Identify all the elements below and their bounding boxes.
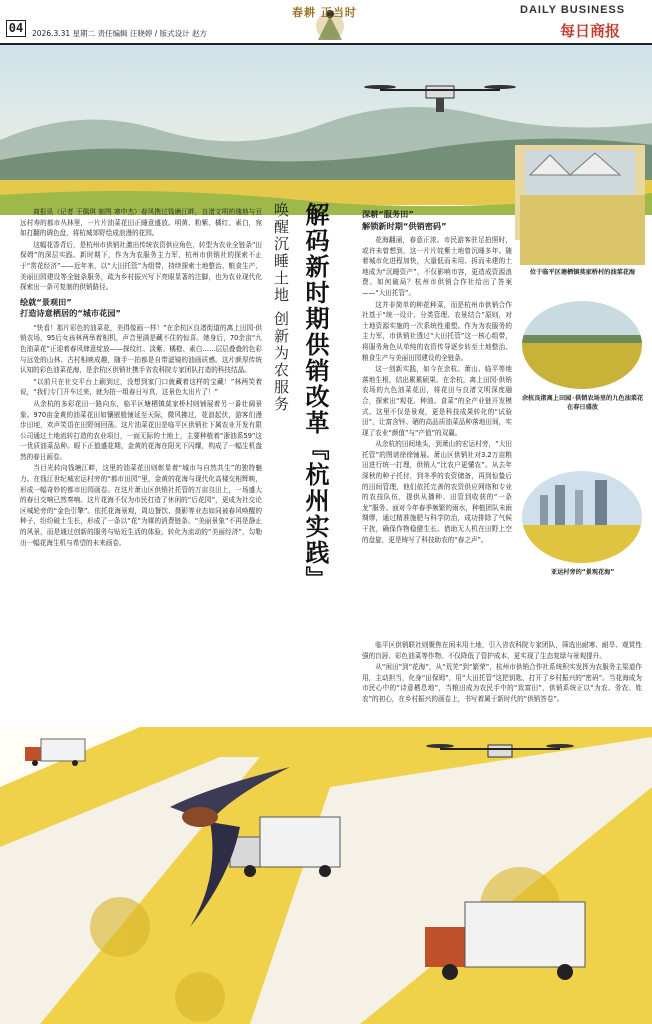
bottom-illustration bbox=[0, 727, 652, 1024]
section-heading bbox=[20, 297, 262, 320]
paragraph: 从余杭的多彩花田一路向东，临平区塘栖镇莫家桥村则铺展着另一番壮阔景象。970亩金黄的油菜花田如镶嵌般铺延至天际，微风拂过，花浪起伏，游客们漫步田埂，欢声笑语在田野间回荡。这片油菜花田是临平区供销社下属农业开发有限公司通过土地流转打造的农业项目，一面无际的土地上，主要种植着“浙油系59”这一优质油菜品种。眼下正值盛花期，金黄的花海在阳光下闪耀，构成了一幅生机盎然的春日画卷。 bbox=[20, 399, 262, 461]
column-logo-text: 春耕 正当时 bbox=[292, 6, 357, 19]
paragraph: 商报讯（记者 王佩琪 制图 寒中杰）春风携过钱塘江畔，良渚文明的瑰地与亘远村寿的都市丛林里，一片片油菜花田正睡意盛放。明黄、粉紫、橘红、素白，宛如打翻的调色盘，将杭城郊野绘成浪漫的花园。 bbox=[20, 208, 262, 238]
paragraph: 从“闲田”到“花海”，从“荒芜”到“繁荣”，杭州市供销合作社系统积实发挥为农服务主渠道作用，主动担当，化身“田保姆”，用“大田托管”这把钥匙，打开了乡村振兴的“密码”。当花海成为市民心中的“诗意栖息地”，当粮田成为农民手中的“致富田”，供销系统正以“为农、务农、姓农”的初心，在乡村振兴的画卷上，书写着属于新时代的“供销答卷”。 bbox=[362, 663, 642, 703]
right-column-continued bbox=[362, 640, 642, 706]
right-column bbox=[362, 205, 512, 546]
paragraph: 这并非简单的种花种菜，而是杭州市供销合作社基于“统一设计、分类管理、农景结合”原则，对土地资源实施的一次系统性重塑。作为为农服务的主力军，市供销社透过“大田托管”这一核心组带，将服务角色从单纯的农资传导逐步转至土地整治、粮食生产与美丽田园建设的全链条。 bbox=[362, 300, 512, 362]
main-title: 解码新时期供销改革『杭州实践』 bbox=[301, 202, 330, 592]
heading-line: 深耕“服务田” bbox=[362, 209, 414, 219]
header-info: 2026.3.31 星期二 责任编辑 汪晓婷 / 版式设计 赵方 bbox=[32, 29, 208, 38]
left-column bbox=[20, 207, 262, 549]
subtitle: 唤醒沉睡土地 创新为农服务 bbox=[272, 202, 290, 413]
page-number: 04 bbox=[6, 20, 26, 37]
photo-circle-city bbox=[520, 470, 645, 565]
photo-circle-field bbox=[520, 300, 645, 390]
paragraph: 这一创新实践，如今在余杭、萧山、临平等地落地生根，结出累累硕果。在余杭，离上田园·供销农场的九色油菜花田，将花田与良渚文明深度融合，探索出“观花、种油、食菜”的全产业链开发模式。这里不仅是景观，更是科技成果转化的“试验田”，让富含锌、硒的高品质油菜品种落地田间，实现了农业“颜值”与“产值”的双赢。 bbox=[362, 365, 512, 437]
section-heading bbox=[362, 209, 512, 232]
photo-people-field bbox=[520, 195, 645, 265]
photo-caption: 位于临平区塘栖镇莫家桥村的油菜花海 bbox=[529, 269, 636, 276]
paragraph: 花海翻涌，春意正浓。市民游客驻足拍照时，或许未曾想到，这一片片姹紫土地曾沉睡多年。随着城市化进程加快，大量低而未用、拆而未建的土地成为“沉睡资产”，不仅影响市容，更造成资源浪费。如何破局？杭州市供销合作社给出了答案——“大田托管”。 bbox=[362, 236, 512, 297]
paragraph: 当目光转向钱塘江畔，这里的油菜花田则彰显着“城市与自然共生”的独特魅力。在钱江世纪城宏运村旁的“都市田园”里，金黄的花海与现代化高楼交相辉映，形成一幅奇妙的都市田园画卷。在这片萧山区供销社托管的万亩良田上，一场盛大的春日交响已然奏响。这片花海不仅为市民打造了休闲的“后花园”，更成为社交论区城轮旁的“金色引擎”。依托花海景观，周边餐饮、摄影等业态如同被春风唤醒的种子，纷纷破土生长，形成了一条以“花”为媒的消费链条。“美丽景象”不再是静止的风景，而是通过创新的服务与贴近生活的体验，转化为流动的“美丽经济”，勾勒出一幅花海生机与希望的未来画卷。 bbox=[20, 464, 262, 547]
heading-line: 打造诗意栖居的“城市花园” bbox=[20, 308, 121, 319]
paragraph: 临平区供销联社则聚焦在闲未用土地，引入省农科院专家团队，筛选出耐寒、耐旱、观赏性强的盲唇、彩色油菜等作物。不仅降低了管护成本，更实现了生态复绿与景观提升。 bbox=[362, 641, 642, 660]
paragraph: “快看！那片彩色的油菜花，美得像画一样！”在余杭区良渚街道的离上田园·供销农场，95后女孩林两举着相机，声音里满是藏不住的惊喜。她身后，70余亩“九色油菜花”正迎着春风肆意绽放——探纹红、淡紫、橘橙、素白……层层叠叠的色彩与远处的山林、古村相映成趣，随手一拍都是自带滤镜的油画质感。这片颜厚传统认知的彩色油菜花海，是余杭区供销社携手省农科院专家团队打造的科技结晶。 bbox=[20, 323, 262, 375]
paragraph: 这幅花香背后，是杭州市供销社激出传统农资供应角色，转型为农业全链条“田保姆”的深层实践。新时期下，作为为农服务主力军，杭州市供销社的探索不止于“赏花经济”——近年来，以“大田托管”为组带，持续探索土地整治、粮食生产、美丽田园建设等全链条服务，疏为乡村振兴写下亮眼显著的注脚，也为农业现代化探索出一条可复制的供销路径。 bbox=[20, 240, 262, 292]
paragraph: 从余杭的田间地头，到萧山的宏运村旁，“大田托管”的图谱徐徐铺展。萧山区供销社对3.2万亩粮田进行统一打理，供销人“比农户更懂农”。从去年深秋的种子托付，到冬季的农资储备，再到惊蛰后的田间管理，他们依托完善的农资供应网络和专业的农技队伍，提供从播种、田管到收获的“一条龙”服务。面对今年春季频繁的雨水，种植团队未雨绸缪，通过精准施肥与科学防治，成功排除了气候干扰，确保作物稳健生长。借助无人机在田野上空的盘旋，更是铸写了科技助农的“春之声”。 bbox=[362, 440, 512, 544]
daily-business: DAILY BUSINESS bbox=[520, 4, 626, 16]
photo-caption: 亚运村旁的“景观花海” bbox=[550, 569, 615, 576]
brand-name: 每日商报 bbox=[560, 22, 621, 40]
paragraph: “以前只在社交平台上刷到过，没想到家门口就藏着这样的宝藏！”林两笑着说，“我们专门开车过来，就为拍一组春日写真，这景色太出片了！” bbox=[20, 377, 262, 397]
heading-line: 解锁新时期“供销密码” bbox=[362, 220, 447, 231]
photo-caption: 余杭良渚离上田园·供销农场里的九色油菜花在春日盛放 bbox=[521, 395, 644, 411]
heading-line: 绘就“景观田” bbox=[20, 296, 72, 307]
